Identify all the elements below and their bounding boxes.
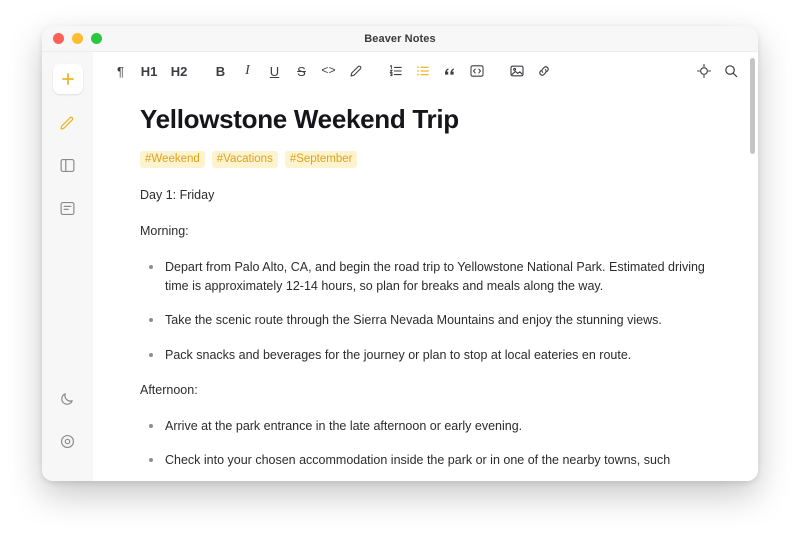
gear-icon <box>59 433 76 450</box>
sidebar-item-toggle-sidebar[interactable] <box>53 150 83 180</box>
note-content[interactable] <box>93 90 758 481</box>
target-icon <box>696 63 712 79</box>
search-button[interactable] <box>717 58 744 84</box>
underline-button[interactable] <box>261 58 288 84</box>
quote-button[interactable] <box>436 58 463 84</box>
traffic-lights <box>53 33 102 44</box>
strikethrough-icon: S <box>297 63 306 79</box>
ordered-list-icon <box>388 63 404 79</box>
tag-list <box>140 151 718 168</box>
window-body <box>42 52 758 481</box>
close-window-button[interactable] <box>53 33 64 44</box>
bold-button[interactable] <box>207 58 234 84</box>
bullet-list-button[interactable] <box>409 58 436 84</box>
italic-button[interactable] <box>234 58 261 84</box>
formatting-toolbar <box>93 52 758 90</box>
page-title[interactable]: Yellowstone Weekend Trip <box>140 104 459 134</box>
heading2-button[interactable]: H2 <box>170 63 188 79</box>
sidebar-item-dark-mode[interactable] <box>53 383 83 413</box>
quote-icon <box>442 64 457 79</box>
toolbar-group-insert <box>503 58 557 84</box>
sidebar-item-settings[interactable] <box>53 426 83 456</box>
bullet-list-afternoon <box>140 417 718 471</box>
minimize-window-button[interactable] <box>72 33 83 44</box>
highlight-button[interactable] <box>342 58 369 84</box>
link-icon <box>536 63 552 79</box>
bullet-list-morning <box>140 258 718 366</box>
list-item[interactable]: Take the scenic route through the Sierra Nevada Mountains and enjoy the stunning views. <box>140 311 718 330</box>
bold-icon: B <box>215 63 226 79</box>
toolbar-group-lists <box>382 58 490 84</box>
strikethrough-button[interactable] <box>288 58 315 84</box>
window-title: Beaver Notes <box>364 32 436 45</box>
archive-icon <box>59 200 76 217</box>
bullet-list-icon <box>415 63 431 79</box>
list-item[interactable]: Pack snacks and beverages for the journey or plan to stop at local eateries en route. <box>140 346 718 365</box>
toolbar-group-actions <box>690 58 744 84</box>
ordered-list-button[interactable] <box>382 58 409 84</box>
list-item[interactable]: Arrive at the park entrance in the late afternoon or early evening. <box>140 417 718 436</box>
moon-icon <box>59 390 76 407</box>
pencil-icon <box>59 114 76 131</box>
paragraph-button[interactable]: ¶ <box>117 63 124 79</box>
plus-icon <box>60 71 76 87</box>
tag-item[interactable]: #Weekend <box>140 151 205 168</box>
command-button[interactable] <box>690 58 717 84</box>
search-icon <box>723 63 739 79</box>
tag-item[interactable]: #Vacations <box>212 151 278 168</box>
toolbar-group-blocks <box>107 58 194 84</box>
paragraph-afternoon[interactable]: Afternoon: <box>140 383 198 397</box>
sidebar-item-add-note[interactable] <box>53 64 83 94</box>
code-icon: <> <box>321 64 336 78</box>
underline-icon: U <box>269 63 280 79</box>
heading1-button[interactable]: H1 <box>140 63 158 79</box>
list-item[interactable]: Check into your chosen accommodation inside the park or in one of the nearby towns, such <box>140 451 718 470</box>
tag-item[interactable]: #September <box>285 151 358 168</box>
code-block-icon <box>469 63 485 79</box>
app-window <box>42 26 758 481</box>
marker-icon <box>348 64 363 79</box>
zoom-window-button[interactable] <box>91 33 102 44</box>
sidebar <box>42 52 93 481</box>
paragraph-morning[interactable]: Morning: <box>140 223 189 238</box>
sidebar-panel-icon <box>59 157 76 174</box>
title-bar <box>42 26 758 52</box>
sidebar-item-archive[interactable] <box>53 193 83 223</box>
sidebar-item-edit[interactable] <box>53 107 83 137</box>
list-item[interactable]: Depart from Palo Alto, CA, and begin the road trip to Yellowstone National Park. Estimated driving time is approximately 12-14 hours, so plan for breaks and meals along the way. <box>140 258 718 297</box>
insert-link-button[interactable] <box>530 58 557 84</box>
code-block-button[interactable] <box>463 58 490 84</box>
paragraph-day1[interactable]: Day 1: Friday <box>140 188 215 202</box>
editor-pane <box>93 52 758 481</box>
italic-icon: I <box>245 63 250 78</box>
vertical-scrollbar[interactable] <box>750 58 755 154</box>
image-icon <box>509 63 525 79</box>
inline-code-button[interactable] <box>315 58 342 84</box>
insert-image-button[interactable] <box>503 58 530 84</box>
toolbar-group-inline <box>207 58 369 84</box>
